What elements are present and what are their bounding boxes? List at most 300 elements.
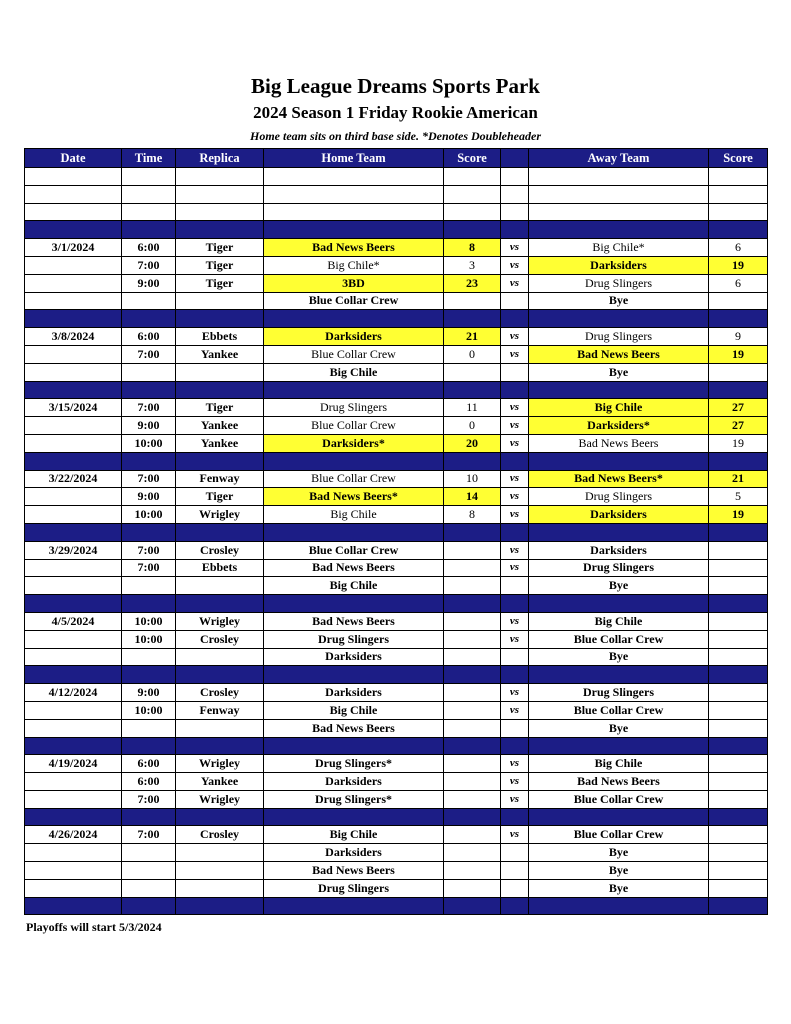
- separator-cell: [529, 381, 709, 399]
- date-cell: 4/12/2024: [25, 684, 122, 702]
- game-row: [25, 559, 768, 577]
- separator-cell: [501, 808, 529, 826]
- away-team-cell: Bye: [529, 844, 709, 862]
- col-time: Time: [122, 149, 176, 168]
- separator-cell: [529, 666, 709, 684]
- blank-cell: [444, 168, 501, 186]
- separator-cell: [264, 523, 444, 541]
- separator-cell: [444, 737, 501, 755]
- home-team-cell: Drug Slingers*: [264, 790, 444, 808]
- vs-cell: [501, 862, 529, 880]
- replica-cell: Ebbets: [176, 559, 264, 577]
- home-score-cell: [444, 363, 501, 381]
- separator-cell: [501, 897, 529, 915]
- away-score-cell: [709, 363, 768, 381]
- replica-cell: Crosley: [176, 541, 264, 559]
- separator-cell: [176, 808, 264, 826]
- away-score-cell: [709, 773, 768, 791]
- game-row: [25, 328, 768, 346]
- separator-cell: [264, 737, 444, 755]
- home-score-cell: [444, 701, 501, 719]
- vs-cell: vs: [501, 541, 529, 559]
- separator-cell: [444, 452, 501, 470]
- separator-cell: [25, 221, 122, 239]
- time-cell: 9:00: [122, 274, 176, 292]
- replica-cell: Fenway: [176, 701, 264, 719]
- time-cell: [122, 648, 176, 666]
- away-score-cell: [709, 701, 768, 719]
- game-row: [25, 292, 768, 310]
- home-team-cell: Blue Collar Crew: [264, 541, 444, 559]
- blank-cell: [122, 203, 176, 221]
- home-team-cell: 3BD: [264, 274, 444, 292]
- time-cell: 10:00: [122, 506, 176, 524]
- replica-cell: Tiger: [176, 488, 264, 506]
- home-team-cell: Blue Collar Crew: [264, 417, 444, 435]
- schedule-body: [25, 168, 768, 915]
- vs-cell: vs: [501, 274, 529, 292]
- replica-cell: Tiger: [176, 399, 264, 417]
- away-score-cell: 21: [709, 470, 768, 488]
- separator-cell: [122, 381, 176, 399]
- away-score-cell: [709, 826, 768, 844]
- vs-cell: vs: [501, 612, 529, 630]
- home-score-cell: 8: [444, 506, 501, 524]
- separator-cell: [25, 808, 122, 826]
- date-cell: 3/29/2024: [25, 541, 122, 559]
- home-score-cell: [444, 755, 501, 773]
- game-row: [25, 701, 768, 719]
- away-team-cell: Bye: [529, 292, 709, 310]
- separator-cell: [176, 523, 264, 541]
- blank-cell: [529, 168, 709, 186]
- home-team-cell: Darksiders: [264, 773, 444, 791]
- blank-cell: [501, 203, 529, 221]
- vs-cell: vs: [501, 345, 529, 363]
- date-cell: [25, 577, 122, 595]
- separator-cell: [709, 808, 768, 826]
- week-separator-row: [25, 595, 768, 613]
- home-team-cell: Big Chile: [264, 363, 444, 381]
- home-team-cell: Darksiders: [264, 844, 444, 862]
- home-score-cell: 14: [444, 488, 501, 506]
- replica-cell: Yankee: [176, 345, 264, 363]
- away-score-cell: [709, 862, 768, 880]
- week-separator-row: [25, 310, 768, 328]
- week-separator-row: [25, 381, 768, 399]
- game-row: [25, 790, 768, 808]
- away-score-cell: 19: [709, 434, 768, 452]
- replica-cell: Crosley: [176, 630, 264, 648]
- home-team-cell: Darksiders: [264, 328, 444, 346]
- separator-cell: [444, 666, 501, 684]
- separator-cell: [709, 595, 768, 613]
- col-home-score: Score: [444, 149, 501, 168]
- separator-cell: [264, 595, 444, 613]
- separator-cell: [176, 666, 264, 684]
- time-cell: [122, 363, 176, 381]
- vs-cell: vs: [501, 434, 529, 452]
- vs-cell: vs: [501, 239, 529, 257]
- replica-cell: [176, 719, 264, 737]
- home-team-cell: Bad News Beers: [264, 719, 444, 737]
- away-team-cell: Darksiders: [529, 541, 709, 559]
- separator-cell: [176, 737, 264, 755]
- away-score-cell: [709, 559, 768, 577]
- vs-cell: vs: [501, 417, 529, 435]
- separator-cell: [444, 310, 501, 328]
- vs-cell: vs: [501, 826, 529, 844]
- home-team-cell: Darksiders: [264, 684, 444, 702]
- home-team-cell: Bad News Beers: [264, 239, 444, 257]
- blank-row: [25, 203, 768, 221]
- vs-cell: [501, 844, 529, 862]
- col-home-team: Home Team: [264, 149, 444, 168]
- home-score-cell: [444, 719, 501, 737]
- home-score-cell: 23: [444, 274, 501, 292]
- separator-cell: [501, 737, 529, 755]
- blank-row: [25, 185, 768, 203]
- game-row: [25, 488, 768, 506]
- away-score-cell: [709, 577, 768, 595]
- vs-cell: vs: [501, 399, 529, 417]
- col-date: Date: [25, 149, 122, 168]
- date-cell: 3/15/2024: [25, 399, 122, 417]
- home-team-cell: Big Chile*: [264, 256, 444, 274]
- date-cell: [25, 506, 122, 524]
- blank-cell: [176, 168, 264, 186]
- date-cell: [25, 292, 122, 310]
- replica-cell: Yankee: [176, 773, 264, 791]
- away-team-cell: Bye: [529, 363, 709, 381]
- date-cell: [25, 559, 122, 577]
- away-team-cell: Darksiders: [529, 506, 709, 524]
- away-team-cell: Drug Slingers: [529, 488, 709, 506]
- game-row: [25, 434, 768, 452]
- vs-cell: [501, 648, 529, 666]
- home-team-cell: Big Chile: [264, 826, 444, 844]
- vs-cell: vs: [501, 559, 529, 577]
- home-score-cell: [444, 559, 501, 577]
- away-team-cell: Darksiders: [529, 256, 709, 274]
- away-team-cell: Blue Collar Crew: [529, 701, 709, 719]
- date-cell: 3/1/2024: [25, 239, 122, 257]
- away-team-cell: Drug Slingers: [529, 274, 709, 292]
- separator-cell: [25, 666, 122, 684]
- time-cell: 10:00: [122, 612, 176, 630]
- time-cell: 7:00: [122, 256, 176, 274]
- away-team-cell: Big Chile: [529, 399, 709, 417]
- col-away-team: Away Team: [529, 149, 709, 168]
- time-cell: [122, 577, 176, 595]
- replica-cell: Yankee: [176, 417, 264, 435]
- home-score-cell: 0: [444, 345, 501, 363]
- page-subtitle: 2024 Season 1 Friday Rookie American: [253, 103, 538, 122]
- separator-cell: [122, 808, 176, 826]
- separator-cell: [529, 808, 709, 826]
- vs-cell: [501, 292, 529, 310]
- home-score-cell: [444, 648, 501, 666]
- replica-cell: Wrigley: [176, 612, 264, 630]
- separator-cell: [122, 221, 176, 239]
- away-team-cell: Darksiders*: [529, 417, 709, 435]
- date-cell: [25, 773, 122, 791]
- home-team-cell: Bad News Beers: [264, 559, 444, 577]
- home-score-cell: [444, 684, 501, 702]
- away-score-cell: 6: [709, 274, 768, 292]
- time-cell: 6:00: [122, 755, 176, 773]
- time-cell: 7:00: [122, 790, 176, 808]
- game-row: [25, 684, 768, 702]
- home-team-cell: Darksiders: [264, 648, 444, 666]
- home-score-cell: 8: [444, 239, 501, 257]
- separator-cell: [176, 221, 264, 239]
- away-score-cell: [709, 541, 768, 559]
- col-away-score: Score: [709, 149, 768, 168]
- separator-cell: [529, 452, 709, 470]
- date-cell: [25, 488, 122, 506]
- away-score-cell: [709, 612, 768, 630]
- away-team-cell: Blue Collar Crew: [529, 630, 709, 648]
- separator-cell: [176, 897, 264, 915]
- vs-cell: [501, 363, 529, 381]
- blank-cell: [264, 168, 444, 186]
- time-cell: 7:00: [122, 470, 176, 488]
- game-row: [25, 879, 768, 897]
- playoffs-note: Playoffs will start 5/3/2024: [26, 920, 162, 934]
- blank-cell: [25, 185, 122, 203]
- vs-cell: vs: [501, 256, 529, 274]
- time-cell: 7:00: [122, 541, 176, 559]
- replica-cell: Crosley: [176, 684, 264, 702]
- vs-cell: vs: [501, 755, 529, 773]
- separator-cell: [25, 737, 122, 755]
- blank-cell: [529, 185, 709, 203]
- away-score-cell: [709, 755, 768, 773]
- time-cell: 10:00: [122, 630, 176, 648]
- separator-cell: [529, 595, 709, 613]
- date-cell: [25, 274, 122, 292]
- date-cell: [25, 844, 122, 862]
- away-team-cell: Drug Slingers: [529, 328, 709, 346]
- away-score-cell: [709, 684, 768, 702]
- game-row: [25, 363, 768, 381]
- vs-cell: vs: [501, 790, 529, 808]
- separator-cell: [709, 897, 768, 915]
- game-row: [25, 862, 768, 880]
- separator-cell: [25, 381, 122, 399]
- week-separator-row: [25, 221, 768, 239]
- game-row: [25, 506, 768, 524]
- separator-cell: [122, 310, 176, 328]
- blank-cell: [176, 203, 264, 221]
- replica-cell: Yankee: [176, 434, 264, 452]
- separator-cell: [264, 452, 444, 470]
- separator-cell: [529, 897, 709, 915]
- separator-cell: [709, 452, 768, 470]
- date-cell: [25, 417, 122, 435]
- away-score-cell: 19: [709, 256, 768, 274]
- time-cell: [122, 844, 176, 862]
- away-team-cell: Drug Slingers: [529, 559, 709, 577]
- away-score-cell: [709, 648, 768, 666]
- replica-cell: Wrigley: [176, 790, 264, 808]
- time-cell: 9:00: [122, 488, 176, 506]
- time-cell: [122, 719, 176, 737]
- date-cell: [25, 701, 122, 719]
- home-team-cell: Bad News Beers: [264, 862, 444, 880]
- vs-cell: vs: [501, 630, 529, 648]
- home-team-cell: Drug Slingers: [264, 879, 444, 897]
- vs-cell: [501, 719, 529, 737]
- blank-cell: [501, 185, 529, 203]
- away-team-cell: Bad News Beers: [529, 434, 709, 452]
- away-team-cell: Bad News Beers: [529, 345, 709, 363]
- home-score-cell: [444, 541, 501, 559]
- blank-row: [25, 168, 768, 186]
- separator-cell: [444, 808, 501, 826]
- home-team-cell: Big Chile: [264, 506, 444, 524]
- vs-cell: [501, 577, 529, 595]
- game-row: [25, 773, 768, 791]
- away-score-cell: 5: [709, 488, 768, 506]
- home-score-cell: [444, 630, 501, 648]
- replica-cell: Crosley: [176, 826, 264, 844]
- week-separator-row: [25, 523, 768, 541]
- away-score-cell: [709, 844, 768, 862]
- away-score-cell: 27: [709, 399, 768, 417]
- time-cell: 9:00: [122, 684, 176, 702]
- separator-cell: [176, 310, 264, 328]
- game-row: [25, 239, 768, 257]
- replica-cell: [176, 648, 264, 666]
- away-team-cell: Bad News Beers*: [529, 470, 709, 488]
- separator-cell: [25, 310, 122, 328]
- game-row: [25, 826, 768, 844]
- blank-cell: [501, 168, 529, 186]
- away-score-cell: 19: [709, 506, 768, 524]
- date-cell: 4/5/2024: [25, 612, 122, 630]
- away-score-cell: 6: [709, 239, 768, 257]
- separator-cell: [122, 452, 176, 470]
- replica-cell: Wrigley: [176, 755, 264, 773]
- home-team-cell: Big Chile: [264, 577, 444, 595]
- game-row: [25, 470, 768, 488]
- date-cell: [25, 630, 122, 648]
- date-cell: [25, 345, 122, 363]
- replica-cell: Fenway: [176, 470, 264, 488]
- separator-cell: [709, 310, 768, 328]
- separator-cell: [122, 523, 176, 541]
- home-score-cell: 10: [444, 470, 501, 488]
- game-row: [25, 612, 768, 630]
- vs-cell: vs: [501, 506, 529, 524]
- time-cell: 9:00: [122, 417, 176, 435]
- away-score-cell: [709, 292, 768, 310]
- away-team-cell: Bye: [529, 719, 709, 737]
- time-cell: 6:00: [122, 773, 176, 791]
- date-cell: [25, 363, 122, 381]
- away-score-cell: 19: [709, 345, 768, 363]
- time-cell: [122, 292, 176, 310]
- separator-cell: [529, 221, 709, 239]
- game-row: [25, 648, 768, 666]
- separator-cell: [529, 737, 709, 755]
- vs-cell: vs: [501, 701, 529, 719]
- time-cell: 7:00: [122, 559, 176, 577]
- separator-cell: [709, 221, 768, 239]
- separator-cell: [122, 666, 176, 684]
- week-separator-row: [25, 452, 768, 470]
- date-cell: 3/22/2024: [25, 470, 122, 488]
- vs-cell: vs: [501, 684, 529, 702]
- col-vs: [501, 149, 529, 168]
- separator-cell: [444, 523, 501, 541]
- date-cell: 4/26/2024: [25, 826, 122, 844]
- separator-cell: [122, 595, 176, 613]
- blank-cell: [122, 185, 176, 203]
- replica-cell: Tiger: [176, 256, 264, 274]
- away-score-cell: [709, 719, 768, 737]
- blank-cell: [25, 168, 122, 186]
- away-score-cell: 9: [709, 328, 768, 346]
- time-cell: 7:00: [122, 826, 176, 844]
- time-cell: 10:00: [122, 434, 176, 452]
- replica-cell: Ebbets: [176, 328, 264, 346]
- away-team-cell: Blue Collar Crew: [529, 826, 709, 844]
- home-score-cell: 3: [444, 256, 501, 274]
- game-row: [25, 274, 768, 292]
- time-cell: 6:00: [122, 239, 176, 257]
- game-row: [25, 399, 768, 417]
- home-score-cell: [444, 844, 501, 862]
- separator-cell: [25, 897, 122, 915]
- week-separator-row: [25, 808, 768, 826]
- date-cell: 3/8/2024: [25, 328, 122, 346]
- away-team-cell: Bye: [529, 648, 709, 666]
- home-score-cell: [444, 577, 501, 595]
- separator-cell: [264, 221, 444, 239]
- home-score-cell: [444, 790, 501, 808]
- away-team-cell: Bad News Beers: [529, 773, 709, 791]
- separator-cell: [122, 737, 176, 755]
- home-score-cell: [444, 826, 501, 844]
- time-cell: [122, 879, 176, 897]
- col-replica: Replica: [176, 149, 264, 168]
- time-cell: 7:00: [122, 399, 176, 417]
- away-score-cell: [709, 879, 768, 897]
- separator-cell: [529, 310, 709, 328]
- table-header-row: [25, 149, 768, 168]
- separator-cell: [176, 452, 264, 470]
- game-row: [25, 577, 768, 595]
- home-team-cell: Big Chile: [264, 701, 444, 719]
- time-cell: [122, 862, 176, 880]
- blank-cell: [709, 203, 768, 221]
- vs-cell: vs: [501, 328, 529, 346]
- away-score-cell: 27: [709, 417, 768, 435]
- separator-cell: [264, 897, 444, 915]
- vs-cell: [501, 879, 529, 897]
- separator-cell: [501, 523, 529, 541]
- home-score-cell: 20: [444, 434, 501, 452]
- date-cell: 4/19/2024: [25, 755, 122, 773]
- game-row: [25, 719, 768, 737]
- home-score-cell: [444, 862, 501, 880]
- away-team-cell: Big Chile: [529, 755, 709, 773]
- separator-cell: [444, 381, 501, 399]
- blank-cell: [444, 203, 501, 221]
